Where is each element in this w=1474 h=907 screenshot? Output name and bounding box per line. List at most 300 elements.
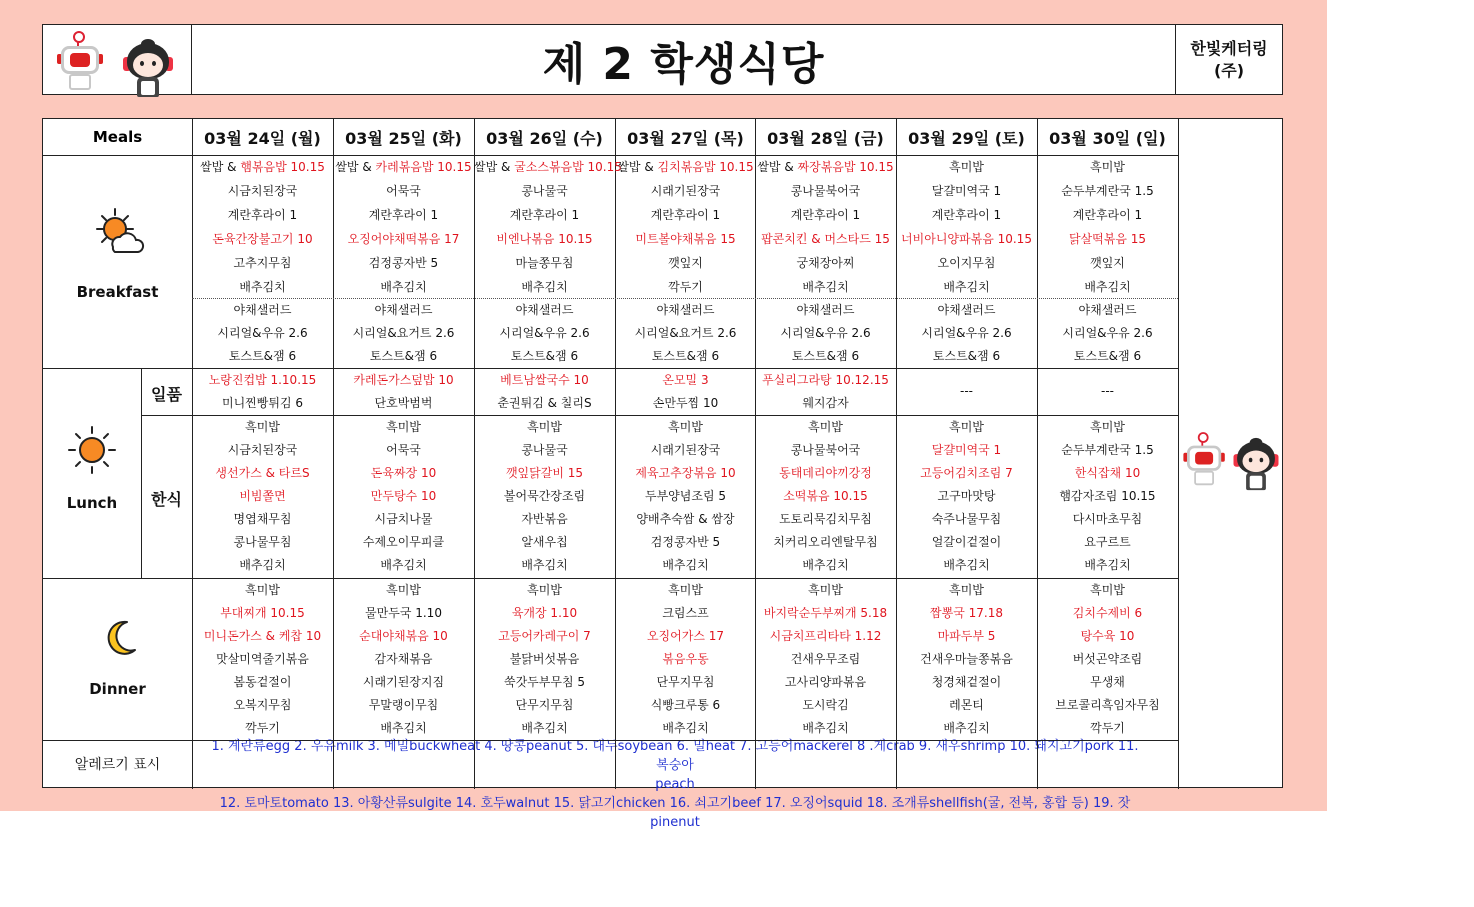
- menu-item-text: 순대야채볶음 10: [359, 629, 448, 643]
- dinner-item: [474, 717, 615, 740]
- breakfast-item: [192, 180, 333, 203]
- menu-item-text: 시금치프리타타 1.12: [769, 629, 882, 643]
- breakfast-item: [755, 156, 896, 179]
- menu-item-text: 두부양념조림 5: [644, 489, 726, 503]
- menu-item-text: 양배추숙쌈 & 쌈장: [636, 512, 735, 526]
- breakfast-extra-item: 시리얼&요거트 2.6: [352, 326, 455, 340]
- menu-item-text: 흑미밥: [949, 420, 984, 434]
- dinner-item: [615, 717, 756, 740]
- sun-icon: [67, 425, 117, 475]
- menu-item-text: 배추김치: [802, 558, 849, 572]
- menu-item-text: 계란후라이 1: [931, 208, 1002, 222]
- breakfast-extra-item: 토스트&잼 6: [932, 349, 1001, 363]
- dinner-item: [615, 671, 756, 694]
- breakfast-label: Breakfast: [76, 283, 159, 301]
- row-divider: [43, 740, 1178, 741]
- breakfast-extra-item: 시리얼&요거트 2.6: [634, 326, 737, 340]
- breakfast-extra-item: 토스트&잼 6: [791, 349, 860, 363]
- menu-item-text: 흑미밥: [668, 420, 703, 434]
- lunch-hansik-item: [1037, 531, 1178, 554]
- lunch-ilpum-item: [615, 392, 756, 415]
- menu-item-text: 어묵국: [386, 443, 421, 457]
- breakfast-item: [1037, 204, 1178, 227]
- menu-item-text: 배추김치: [239, 280, 286, 294]
- lunch-hansik-item: [333, 416, 474, 439]
- menu-item-text: 시금치나물: [374, 512, 433, 526]
- lunch-ilpum-item: [1037, 380, 1178, 403]
- menu-item-text: 흑미밥: [668, 583, 703, 597]
- lunch-hansik-item: [474, 485, 615, 508]
- breakfast-item: [615, 228, 756, 251]
- breakfast-item: [896, 252, 1037, 275]
- menu-item-text: 배추김치: [380, 280, 427, 294]
- dinner-item: [755, 671, 896, 694]
- dinner-item: [1037, 717, 1178, 740]
- subcategory-divider: [141, 368, 142, 578]
- menu-item-text: 오복지무침: [233, 698, 292, 712]
- allergy-label: 알레르기 표시: [74, 757, 161, 773]
- menu-item-text: 한식잡채 10: [1074, 466, 1141, 480]
- menu-item-text: 건새우마늘쫑볶음: [920, 652, 1013, 666]
- menu-item-text: 계란후라이 1: [1072, 208, 1143, 222]
- breakfast-item: [755, 204, 896, 227]
- menu-item-text: 달걀미역국 1: [931, 184, 1002, 198]
- menu-item-text: 흑미밥: [245, 583, 280, 597]
- breakfast-item: [192, 156, 333, 179]
- menu-item-text: 팝콘치킨 & 머스타드 15: [761, 232, 890, 246]
- dinner-item: [474, 694, 615, 717]
- menu-item-text: 배추김치: [1084, 280, 1131, 294]
- menu-item-text: 물만두국 1.10: [365, 606, 442, 620]
- dinner-item: [615, 602, 756, 625]
- breakfast-item: [474, 204, 615, 227]
- menu-item-text: 궁채장아찌: [796, 256, 855, 270]
- menu-item-text: 쌀밥 &: [200, 160, 241, 174]
- dinner-item: [755, 694, 896, 717]
- allergy-legend: [205, 737, 1145, 830]
- menu-item-text: 쌀밥 &: [335, 160, 376, 174]
- menu-item-text: 다시마초무침: [1072, 512, 1143, 526]
- dinner-item: [755, 717, 896, 740]
- menu-item-text: 손만두찜 10: [652, 396, 719, 410]
- menu-item-text: 시금치된장국: [227, 443, 298, 457]
- breakfast-item: [333, 204, 474, 227]
- breakfast-item: [1037, 252, 1178, 275]
- breakfast-item: [333, 252, 474, 275]
- menu-item-text: 무말랭이무침: [368, 698, 439, 712]
- dinner-item: [474, 671, 615, 694]
- menu-item-text: 볶음우동: [662, 652, 709, 666]
- robot-mascot-icon: [1185, 432, 1225, 488]
- menu-item-text: 오이지무침: [937, 256, 996, 270]
- menu-item-text: 흑미밥: [1090, 160, 1125, 174]
- sun-cloud-icon: [91, 207, 147, 257]
- menu-item-text: 김치수제비 6: [1072, 606, 1143, 620]
- dinner-item: [192, 602, 333, 625]
- menu-item-text: 돈육간장불고기 10: [212, 232, 313, 246]
- breakfast-item: [333, 180, 474, 203]
- breakfast-extra-item: 야채샐러드: [374, 303, 433, 317]
- breakfast-item: [474, 276, 615, 299]
- menu-item-text: 배추김치: [521, 280, 568, 294]
- lunch-hansik-item: [896, 485, 1037, 508]
- breakfast-item: [615, 156, 756, 179]
- menu-item-text: 김치볶음밥 10.15: [657, 160, 754, 174]
- menu-item-text: 흑미밥: [386, 420, 421, 434]
- dinner-item: [1037, 648, 1178, 671]
- dinner-item: [192, 694, 333, 717]
- breakfast-extra-item: 야채샐러드: [937, 303, 996, 317]
- menu-item-text: 쑥갓두부무침 5: [503, 675, 585, 689]
- day-header: 03월 28일 (금): [767, 128, 884, 148]
- dinner-item: [896, 579, 1037, 602]
- breakfast-extra-item: 시리얼&우유 2.6: [780, 326, 871, 340]
- breakfast-item: [192, 204, 333, 227]
- dinner-item: [1037, 625, 1178, 648]
- allergy-line-2: peach: [655, 777, 695, 792]
- dinner-item: [474, 625, 615, 648]
- menu-item-text: 비엔나볶음 10.15: [496, 232, 593, 246]
- menu-item-text: 육개장 1.10: [511, 606, 578, 620]
- menu-item-text: 푸실리그라탕 10.12.15: [762, 373, 889, 387]
- menu-item-text: 시래기된장지짐: [362, 675, 445, 689]
- lunch-ilpum-item: [474, 369, 615, 392]
- lunch-ilpum-item: [333, 392, 474, 415]
- dinner-item: [333, 579, 474, 602]
- menu-item-text: 고추지무침: [233, 256, 292, 270]
- dinner-item: [896, 694, 1037, 717]
- allergy-line-3: 12. 토마토tomato 13. 아황산류sulgite 14. 호두walnut 15. 닭고기chicken 16. 쇠고기beef 17. 오징어squid 18. 조개류shellfish(굴, 전복, 홍합 등) 19. 잣pinenut: [219, 796, 1131, 830]
- menu-item-text: 배추김치: [943, 558, 990, 572]
- breakfast-extra-item: 시리얼&우유 2.6: [217, 326, 308, 340]
- menu-item-text: 흑미밥: [386, 583, 421, 597]
- lunch-hansik-item: [333, 485, 474, 508]
- lunch-hansik-item: [474, 416, 615, 439]
- menu-item-text: 시금치된장국: [227, 184, 298, 198]
- breakfast-item: [192, 228, 333, 251]
- menu-item-text: 단무지무침: [656, 675, 715, 689]
- lunch-hansik-item: [333, 531, 474, 554]
- menu-item-text: 짜장볶음밥 10.15: [797, 160, 894, 174]
- menu-item-text: 흑미밥: [1090, 420, 1125, 434]
- menu-item-text: 치커리오리엔탈무침: [773, 535, 878, 549]
- menu-item-text: 노랑진컵밥 1.10.15: [208, 373, 317, 387]
- lunch-hansik-item: [615, 485, 756, 508]
- menu-item-text: ---: [1101, 384, 1114, 398]
- lunch-hansik-item: [1037, 439, 1178, 462]
- menu-item-text: 생선가스 & 타르S: [215, 466, 310, 480]
- lunch-hansik-item: [1037, 485, 1178, 508]
- breakfast-item: [896, 228, 1037, 251]
- lunch-ilpum-item: [474, 392, 615, 415]
- menu-item-text: 깍두기: [668, 280, 703, 294]
- menu-item-text: 햄볶음밥 10.15: [240, 160, 325, 174]
- day-header: 03월 29일 (토): [908, 128, 1025, 148]
- lunch-hansik-item: [474, 439, 615, 462]
- dinner-item: [755, 579, 896, 602]
- menu-item-text: 흑미밥: [949, 160, 984, 174]
- menu-item-text: 단호박범벅: [374, 396, 433, 410]
- menu-item-text: 감자채볶음: [374, 652, 433, 666]
- menu-item-text: 수제오이무피클: [362, 535, 445, 549]
- lunch-hansik-item: [755, 485, 896, 508]
- breakfast-item: [896, 156, 1037, 179]
- menu-item-text: 시래기된장국: [650, 184, 721, 198]
- lunch-hansik-item: [192, 554, 333, 577]
- lunch-hansik-item: [615, 439, 756, 462]
- breakfast-item: [1037, 276, 1178, 299]
- dinner-item: [1037, 694, 1178, 717]
- lunch-hansik-item: [1037, 554, 1178, 577]
- menu-table: [42, 118, 1283, 830]
- breakfast-item: [755, 228, 896, 251]
- lunch-hansik-item: [615, 508, 756, 531]
- menu-item-text: 버섯곤약조림: [1072, 652, 1143, 666]
- menu-item-text: 봄동겉절이: [233, 675, 292, 689]
- lunch-hansik-item: [615, 462, 756, 485]
- breakfast-item: [615, 276, 756, 299]
- menu-item-text: 요구르트: [1084, 535, 1131, 549]
- girl-mascot-icon: [123, 39, 173, 97]
- breakfast-extra-item: 야채샐러드: [233, 303, 292, 317]
- menu-item-text: 알새우칩: [521, 535, 568, 549]
- day-header: 03월 24일 (월): [204, 128, 321, 148]
- dinner-item: [333, 717, 474, 740]
- dinner-item: [474, 648, 615, 671]
- menu-item-text: 불닭버섯볶음: [509, 652, 580, 666]
- breakfast-extra-item: 야채샐러드: [515, 303, 574, 317]
- dinner-item: [192, 648, 333, 671]
- menu-item-text: 계란후라이 1: [509, 208, 580, 222]
- menu-item-text: 쌀밥 &: [617, 160, 658, 174]
- lunch-hansik-item: [896, 462, 1037, 485]
- menu-item-text: 카레돈가스덮밥 10: [353, 373, 454, 387]
- menu-item-text: 계란후라이 1: [790, 208, 861, 222]
- dinner-item: [333, 694, 474, 717]
- lunch-hansik-item: [333, 439, 474, 462]
- lunch-hansik-item: [755, 554, 896, 577]
- menu-item-text: 콩나물북어국: [790, 443, 861, 457]
- menu-item-text: 소떡볶음 10.15: [783, 489, 868, 503]
- lunch-ilpum-item: [333, 369, 474, 392]
- breakfast-item: [615, 252, 756, 275]
- lunch-hansik-item: [192, 462, 333, 485]
- lunch-hansik-item: [755, 531, 896, 554]
- menu-item-text: 흑미밥: [1090, 583, 1125, 597]
- menu-item-text: 브로콜리흑임자무침: [1055, 698, 1160, 712]
- lunch-hansik-item: [192, 439, 333, 462]
- menu-item-text: 도시락김: [802, 698, 849, 712]
- breakfast-extra-item: 토스트&잼 6: [651, 349, 720, 363]
- lunch-hansik-item: [333, 554, 474, 577]
- menu-item-text: 부대찌개 10.15: [220, 606, 305, 620]
- lunch-label: Lunch: [66, 494, 118, 512]
- breakfast-extra-item: 토스트&잼 6: [1073, 349, 1142, 363]
- menu-item-text: 웨지감자: [802, 396, 849, 410]
- menu-item-text: 흑미밥: [527, 420, 562, 434]
- lunch-hansik-item: [755, 462, 896, 485]
- day-header: 03월 25일 (화): [345, 128, 462, 148]
- lunch-ilpum-item: [755, 392, 896, 415]
- breakfast-item: [755, 252, 896, 275]
- menu-item-text: 콩나물북어국: [790, 184, 861, 198]
- menu-item-text: 배추김치: [662, 558, 709, 572]
- menu-item-text: 고등어김치조림 7: [920, 466, 1013, 480]
- menu-item-text: 제육고추장볶음 10: [635, 466, 736, 480]
- menu-item-text: 계란후라이 1: [650, 208, 721, 222]
- lunch-hansik-item: [1037, 508, 1178, 531]
- dinner-item: [615, 694, 756, 717]
- lunch-hansik-item: [755, 508, 896, 531]
- dinner-item: [1037, 602, 1178, 625]
- breakfast-item: [615, 180, 756, 203]
- menu-item-text: 단무지무침: [515, 698, 574, 712]
- breakfast-item: [192, 252, 333, 275]
- menu-item-text: 짬뽕국 17.18: [930, 606, 1003, 620]
- lunch-hansik-item: [192, 531, 333, 554]
- menu-item-text: 고사리양파볶음: [784, 675, 867, 689]
- menu-item-text: 깍두기: [245, 721, 280, 735]
- breakfast-item: [333, 276, 474, 299]
- menu-item-text: 콩나물국: [521, 184, 568, 198]
- day-header: 03월 30일 (일): [1049, 128, 1166, 148]
- dinner-item: [333, 602, 474, 625]
- meals-header: Meals: [92, 128, 143, 146]
- breakfast-item: [1037, 228, 1178, 251]
- moon-icon: [103, 619, 139, 657]
- breakfast-item: [474, 228, 615, 251]
- menu-item-text: 계란후라이 1: [227, 208, 298, 222]
- column-divider: [1178, 119, 1179, 789]
- menu-item-text: 흑미밥: [808, 583, 843, 597]
- company-name: [1175, 25, 1282, 94]
- lunch-ilpum-item: [755, 369, 896, 392]
- lunch-ilpum-item: [192, 392, 333, 415]
- lunch-ilpum-item: [192, 369, 333, 392]
- menu-item-text: 흑미밥: [808, 420, 843, 434]
- breakfast-item: [333, 156, 474, 179]
- dinner-item: [474, 602, 615, 625]
- dinner-item: [896, 717, 1037, 740]
- menu-item-text: 배추김치: [943, 721, 990, 735]
- dinner-item: [474, 579, 615, 602]
- breakfast-extra-item: 야채샐러드: [796, 303, 855, 317]
- lunch-ilpum-item: [896, 380, 1037, 403]
- lunch-hansik-item: [192, 508, 333, 531]
- lunch-hansik-item: [474, 531, 615, 554]
- menu-item-text: 깻잎지: [668, 256, 703, 270]
- breakfast-extra-item: 야채샐러드: [656, 303, 715, 317]
- menu-item-text: 배추김치: [1084, 558, 1131, 572]
- menu-item-text: 숙주나물무침: [931, 512, 1002, 526]
- menu-item-text: 청경채겉절이: [931, 675, 1002, 689]
- menu-item-text: 돈육짜장 10: [370, 466, 437, 480]
- lunch-hansik-item: [333, 508, 474, 531]
- menu-item-text: 검정콩자반 5: [368, 256, 439, 270]
- breakfast-item: [333, 228, 474, 251]
- menu-item-text: 베트남쌀국수 10: [500, 373, 589, 387]
- breakfast-extra-item: 토스트&잼 6: [228, 349, 297, 363]
- lunch-hansik-item: [1037, 416, 1178, 439]
- breakfast-item: [896, 204, 1037, 227]
- breakfast-item: [755, 276, 896, 299]
- menu-item-text: 쌀밥 &: [757, 160, 798, 174]
- breakfast-extra-item: 시리얼&우유 2.6: [921, 326, 1012, 340]
- lunch-hansik-item: [615, 554, 756, 577]
- dinner-item: [1037, 579, 1178, 602]
- breakfast-extra-item: 토스트&잼 6: [369, 349, 438, 363]
- menu-item-text: 배추김치: [521, 721, 568, 735]
- menu-item-text: 시래기된장국: [650, 443, 721, 457]
- lunch-hansik-item: [896, 439, 1037, 462]
- menu-item-text: 닭살떡볶음 15: [1068, 232, 1147, 246]
- menu-item-text: 배추김치: [239, 558, 286, 572]
- menu-item-text: 배추김치: [943, 280, 990, 294]
- dinner-item: [615, 579, 756, 602]
- menu-item-text: 너비아니양파볶음 10.15: [901, 232, 1032, 246]
- menu-item-text: 깻잎닭갈비 15: [505, 466, 584, 480]
- lunch-hansik-item: [474, 462, 615, 485]
- dinner-item: [192, 625, 333, 648]
- header-logo-cell: [43, 25, 192, 94]
- dinner-item: [1037, 671, 1178, 694]
- lunch-hansik-item: [474, 554, 615, 577]
- dinner-item: [192, 717, 333, 740]
- dinner-item: [192, 671, 333, 694]
- breakfast-item: [1037, 180, 1178, 203]
- menu-item-text: 흑미밥: [527, 583, 562, 597]
- menu-item-text: 도토리묵김치무침: [779, 512, 872, 526]
- company-name-line2: (주): [1213, 60, 1245, 80]
- menu-item-text: 비빔쫄면: [239, 489, 286, 503]
- menu-item-text: 어묵국: [386, 184, 421, 198]
- menu-item-text: ---: [960, 384, 973, 398]
- menu-item-text: 명엽채무침: [233, 512, 292, 526]
- menu-item-text: 계란후라이 1: [368, 208, 439, 222]
- menu-item-text: 온모밀 3: [662, 373, 709, 387]
- lunch-hansik-item: [896, 531, 1037, 554]
- lunch-hansik-item: [192, 485, 333, 508]
- menu-item-text: 달걀미역국 1: [931, 443, 1002, 457]
- girl-mascot-icon: [1234, 438, 1279, 490]
- lunch-hansik-item: [192, 416, 333, 439]
- menu-item-text: 마늘쫑무침: [515, 256, 574, 270]
- menu-item-text: 햄감자조림 10.15: [1059, 489, 1156, 503]
- breakfast-extra-item: 시리얼&우유 2.6: [499, 326, 590, 340]
- menu-item-text: 오징어야채떡볶음 17: [347, 232, 460, 246]
- breakfast-extra-item: 시리얼&우유 2.6: [1062, 326, 1153, 340]
- menu-item-text: 자반볶음: [521, 512, 568, 526]
- breakfast-extra-item: 야채샐러드: [1078, 303, 1137, 317]
- breakfast-item: [896, 180, 1037, 203]
- menu-item-text: 흑미밥: [949, 583, 984, 597]
- menu-item-text: 바지락순두부찌개 5.18: [763, 606, 888, 620]
- menu-item-text: 배추김치: [802, 721, 849, 735]
- dinner-item: [615, 625, 756, 648]
- day-header: 03월 27일 (목): [627, 128, 744, 148]
- menu-item-text: 배추김치: [802, 280, 849, 294]
- dinner-item: [333, 648, 474, 671]
- menu-item-text: 무생채: [1090, 675, 1125, 689]
- menu-item-text: 검정콩자반 5: [650, 535, 721, 549]
- lunch-hansik-item: [333, 462, 474, 485]
- menu-item-text: 굴소스볶음밥 10.15: [514, 160, 622, 174]
- lunch-hansik-item: [755, 416, 896, 439]
- dinner-item: [896, 625, 1037, 648]
- menu-item-text: 순두부계란국 1.5: [1061, 184, 1154, 198]
- menu-item-text: 깍두기: [1090, 721, 1125, 735]
- breakfast-item: [474, 156, 622, 179]
